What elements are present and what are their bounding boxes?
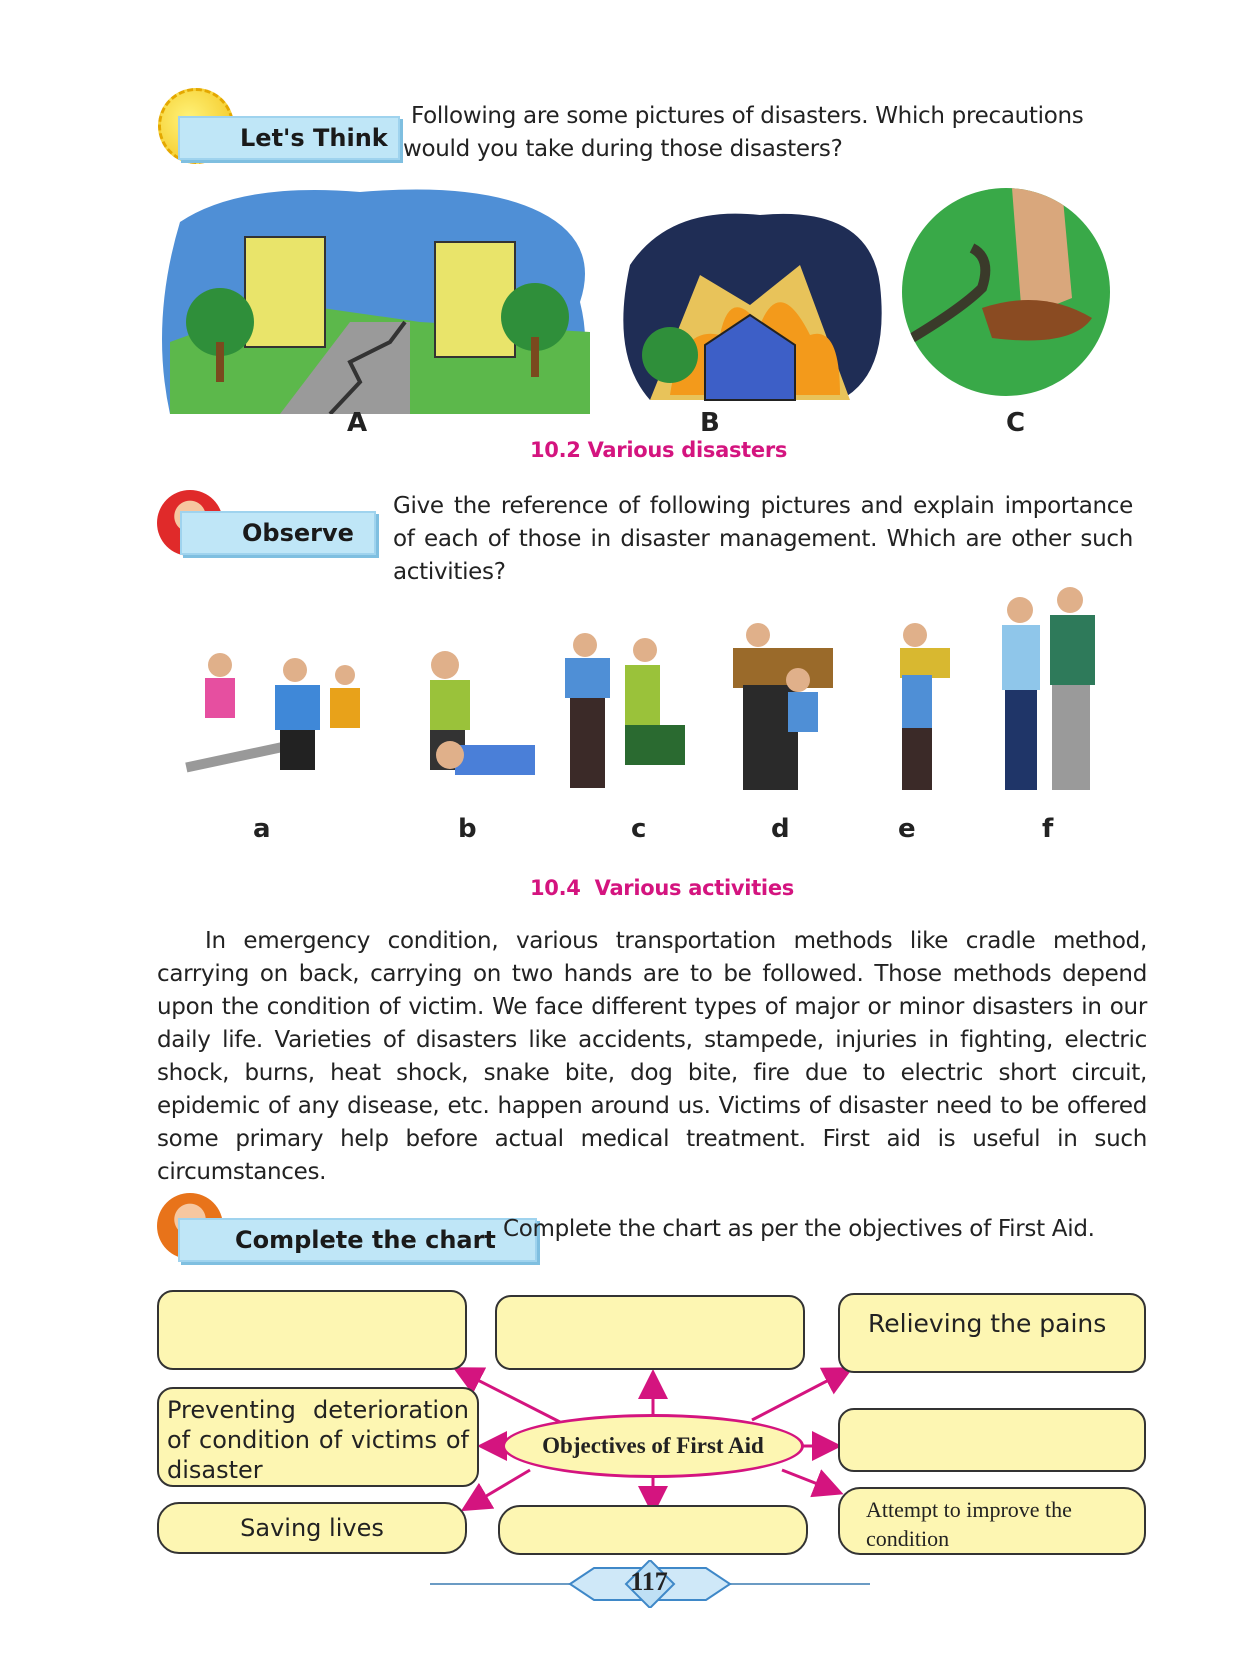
observe-tag: Observe bbox=[180, 511, 376, 555]
activity-label-c: c bbox=[631, 814, 647, 844]
activity-label-b: b bbox=[458, 814, 477, 844]
chart-box-top-left[interactable] bbox=[157, 1290, 467, 1370]
figure-caption-disasters: 10.2 Various disasters bbox=[530, 438, 788, 462]
lets-think-text: Following are some pictures of disasters. Which precautions would you take during those disasters? bbox=[403, 103, 1084, 162]
chart-box-bottom-left: Saving lives bbox=[157, 1502, 467, 1554]
chart-box-bottom-right: Attempt to improve the condition bbox=[838, 1487, 1146, 1555]
chart-box-top-right: Relieving the pains bbox=[838, 1293, 1146, 1373]
chart-box-mid-left: Preventing deterioration of condition of victims of disaster bbox=[157, 1387, 479, 1487]
disaster-label-a: A bbox=[347, 408, 368, 438]
observe-text: Give the reference of following pictures and explain importance of each of those in disaster management. Which are other such activities? bbox=[393, 493, 1133, 585]
disaster-label-c: C bbox=[1006, 408, 1026, 438]
chart-center-objectives: Objectives of First Aid bbox=[502, 1414, 804, 1478]
activity-label-d: d bbox=[771, 814, 790, 844]
chart-box-mid-right[interactable] bbox=[838, 1408, 1146, 1472]
chart-box-bottom-middle[interactable] bbox=[498, 1505, 808, 1555]
disaster-label-b: B bbox=[700, 408, 720, 438]
figure-caption-activities: 10.4 Various activities bbox=[530, 876, 794, 900]
complete-chart-instruction: Complete the chart as per the objectives of First Aid. bbox=[503, 1216, 1095, 1242]
chart-box-top-middle[interactable] bbox=[495, 1295, 805, 1370]
activity-label-e: e bbox=[898, 814, 916, 844]
lets-think-tag: Let's Think bbox=[178, 116, 400, 160]
page-number: 117 bbox=[630, 1567, 668, 1596]
complete-chart-tag: Complete the chart bbox=[178, 1218, 537, 1262]
activity-label-a: a bbox=[253, 814, 271, 844]
body-paragraph: In emergency condition, various transportation methods like cradle method, carrying on back, carrying on two hands are to be followed. Those methods depend upon the condition of victim. We face different types of major or minor disasters in our daily life. Varieties of disasters like accidents, stampede, injuries in fighting, electric shock, burns, heat shock, snake bite, dog bite, fire due to electric short circuit, epidemic of any disease, etc. happen around us. Victims of disaster need to be offered some primary help before actual medical treatment. First aid is useful in such circumstances. bbox=[157, 928, 1147, 1185]
activity-label-f: f bbox=[1042, 814, 1054, 844]
